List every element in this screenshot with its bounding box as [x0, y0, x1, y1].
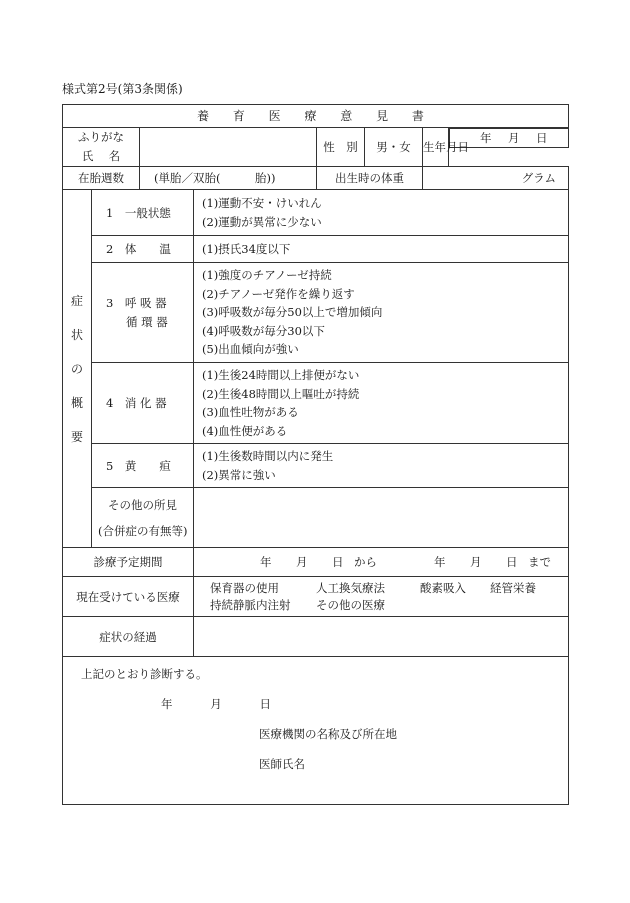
symptom-category-digestive: 4 消 化 器 — [92, 363, 194, 444]
current-treatment-label: 現在受けている医療 — [63, 577, 194, 617]
name-field[interactable] — [140, 128, 317, 167]
gender-label: 性 別 — [317, 128, 365, 167]
diagnosis-day: 日 — [259, 697, 271, 711]
progress-label: 症状の経過 — [63, 617, 194, 657]
symptom-items-digestive[interactable]: (1)生後24時間以上排便がない (2)生後48時間以上嘔吐が持続 (3)血性吐物がある (4)血性便がある — [194, 363, 569, 444]
treatment-period-label: 診療予定期間 — [63, 548, 194, 577]
symptom-items-jaundice[interactable]: (1)生後数時間以内に発生 (2)異常に強い — [194, 444, 569, 488]
option-incubator[interactable]: 保育器の使用 — [210, 580, 279, 595]
dob-month: 月 — [508, 131, 520, 145]
other-findings-label: その他の所見 (合併症の有無等) — [92, 488, 194, 548]
symptom-category-general: 1 一般状態 — [92, 190, 194, 236]
option-other-treatment[interactable]: その他の医療 — [316, 597, 385, 612]
gestation-label: 在胎週数 — [63, 167, 140, 190]
furigana-label: ふりがな — [78, 130, 124, 144]
symptom-category-temperature: 2 体 温 — [92, 236, 194, 263]
option-ventilation[interactable]: 人工換気療法 — [316, 580, 385, 595]
declaration-text: 上記のとおり診断する。 — [81, 667, 208, 681]
form-title: 養 育 医 療 意 見 書 — [63, 105, 569, 128]
option-iv-infusion[interactable]: 持続静脈内注射 — [210, 597, 291, 612]
institution-label: 医療機関の名称及び所在地 — [259, 727, 397, 741]
dob-day: 日 — [536, 131, 548, 145]
gender-field[interactable]: 男・女 — [365, 128, 423, 167]
symptom-items-respiratory[interactable]: (1)強度のチアノーゼ持続 (2)チアノーゼ発作を繰り返す (3)呼吸数が毎分50以上で増加傾向 (4)呼吸数が毎分30以下 (5)出血傾向が強い — [194, 263, 569, 363]
option-oxygen[interactable]: 酸素吸入 — [420, 580, 466, 595]
birth-type-field[interactable]: (単胎／双胎( 胎)) — [140, 167, 317, 190]
birth-weight-field[interactable]: グラム — [423, 167, 569, 190]
dob-year: 年 — [480, 131, 492, 145]
symptom-items-general[interactable]: (1)運動不安・けいれん (2)運動が異常に少ない — [194, 190, 569, 236]
name-label-cell — [63, 128, 140, 167]
birth-weight-label: 出生時の体重 — [317, 167, 423, 190]
current-treatment-options[interactable] — [194, 577, 569, 617]
option-tube-feeding[interactable]: 経管栄養 — [490, 580, 536, 595]
progress-field[interactable] — [194, 617, 569, 657]
diagnosis-year: 年 — [161, 697, 173, 711]
treatment-period-field[interactable]: 年 月 日 から 年 月 日 まで — [194, 548, 569, 577]
dob-label: 生年月日 — [423, 128, 449, 167]
name-label: 氏 名 — [81, 149, 121, 163]
diagnosis-footer — [63, 657, 569, 805]
symptom-category-jaundice: 5 黄 疸 — [92, 444, 194, 488]
opinion-form-table — [62, 104, 569, 805]
form-number: 様式第2号(第3条関係) — [62, 82, 183, 96]
symptom-category-respiratory: 3 呼 吸 器 循 環 器 — [92, 263, 194, 363]
symptom-items-temperature[interactable]: (1)摂氏34度以下 — [194, 236, 569, 263]
diagnosis-date[interactable] — [161, 695, 271, 713]
diagnosis-month: 月 — [210, 697, 222, 711]
symptoms-section-label: 症 状 の 概 要 — [63, 190, 92, 548]
other-findings-field[interactable] — [194, 488, 569, 548]
doctor-name-label: 医師氏名 — [259, 757, 305, 771]
